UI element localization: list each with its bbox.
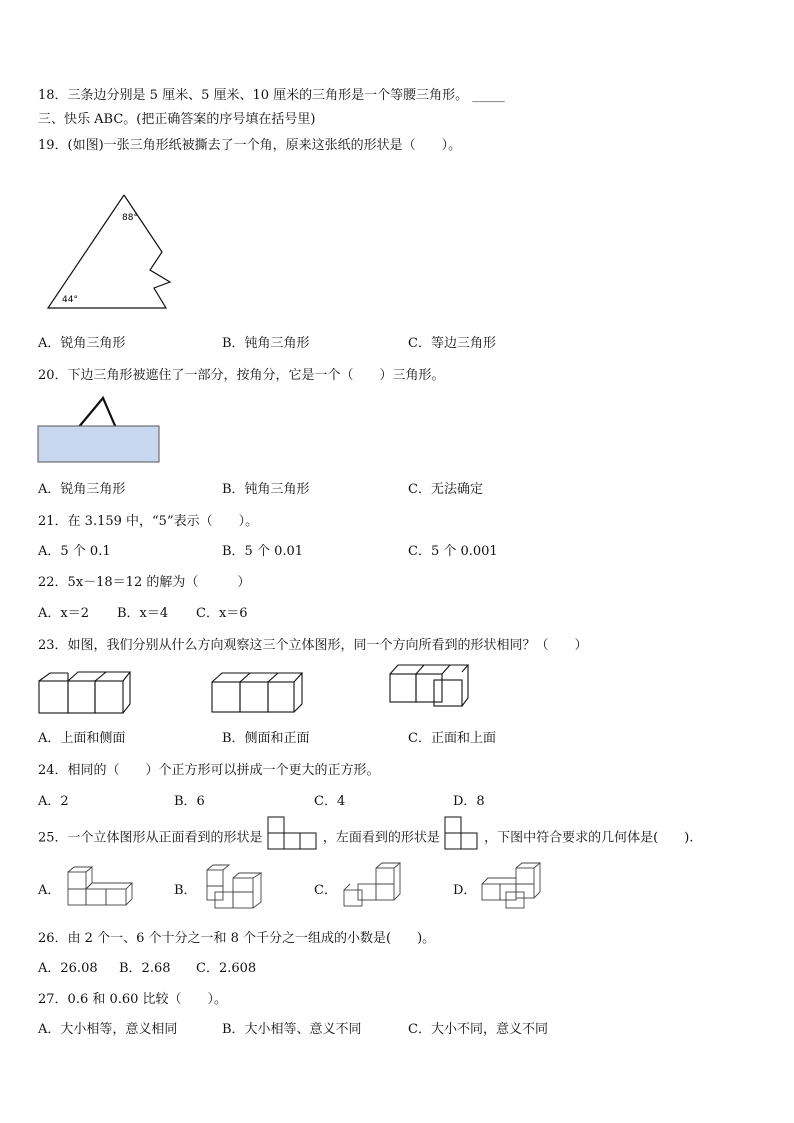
q19-option-b[interactable]: B．钝角三角形 — [222, 336, 310, 351]
covered-triangle-figure — [36, 392, 162, 464]
q22-option-a[interactable]: A．x＝2 — [38, 606, 89, 621]
q25-option-b-label[interactable]: B． — [174, 883, 197, 898]
q26-option-b[interactable]: B．2.68 — [119, 961, 171, 976]
question-25 — [38, 826, 693, 850]
question-24-text: 24．相同的（ ）个正方形可以拼成一个更大的正方形。 — [38, 763, 380, 778]
q21-option-b[interactable]: B．5 个 0.01 — [222, 544, 304, 559]
q19-option-c[interactable]: C．等边三角形 — [408, 336, 496, 351]
question-27-text: 27．0.6 和 0.60 比较（ ）。 — [38, 992, 228, 1007]
question-20-text: 20．下边三角形被遮住了一部分，按角分，它是一个（ ）三角形。 — [38, 368, 445, 383]
solid-figure-3 — [388, 662, 483, 710]
q26-option-a[interactable]: A．26.08 — [38, 961, 98, 976]
question-23-text: 23．如图，我们分别从什么方向观察这三个立体图形，同一个方向所看到的形状相同？（ ） — [38, 638, 588, 653]
question-25-text-b: ，左面看到的形状是 — [322, 830, 440, 846]
solid-figure-1 — [38, 668, 133, 716]
q25-option-c-figure[interactable] — [342, 862, 402, 908]
question-18 — [38, 84, 505, 103]
question-21-text: 21．在 3.159 中，“5”表示（ ）。 — [38, 514, 259, 529]
q24-option-c[interactable]: C．4 — [314, 794, 346, 809]
cover-rectangle — [38, 426, 159, 462]
solid-figure-2 — [210, 668, 305, 716]
q21-option-c[interactable]: C．5 个 0.001 — [408, 544, 498, 559]
answer-blank[interactable]: _____ — [472, 88, 505, 103]
q19-option-a[interactable]: A．锐角三角形 — [38, 336, 126, 351]
q22-option-b[interactable]: B．x＝4 — [117, 606, 169, 621]
angle-label-top: 88° — [122, 213, 138, 223]
q26-option-c[interactable]: C．2.608 — [196, 961, 257, 976]
q25-option-a-label[interactable]: A． — [38, 883, 61, 898]
q27-option-a[interactable]: A．大小相等，意义相同 — [38, 1022, 178, 1037]
q25-option-a-figure[interactable] — [66, 866, 132, 908]
question-22-text: 22．5x－18＝12 的解为（ ） — [38, 575, 251, 590]
q20-option-b[interactable]: B．钝角三角形 — [222, 482, 310, 497]
q25-option-b-figure[interactable] — [203, 864, 269, 910]
torn-triangle-figure — [40, 190, 180, 315]
q25-option-c-label[interactable]: C． — [314, 883, 337, 898]
q23-option-a[interactable]: A．上面和侧面 — [38, 731, 126, 746]
q20-option-a[interactable]: A．锐角三角形 — [38, 482, 126, 497]
q20-option-c[interactable]: C．无法确定 — [408, 482, 483, 497]
question-18-text: 18．三条边分别是 5 厘米、5 厘米、10 厘米的三角形是一个等腰三角形。 — [38, 88, 469, 103]
q27-option-b[interactable]: B．大小相等、意义不同 — [222, 1022, 362, 1037]
q21-option-a[interactable]: A．5 个 0.1 — [38, 544, 111, 559]
q24-option-a[interactable]: A．2 — [38, 794, 69, 809]
section-heading: 三、快乐 ABC。(把正确答案的序号填在括号里) — [38, 112, 316, 127]
q25-option-d-label[interactable]: D． — [453, 883, 477, 898]
q23-option-c[interactable]: C．正面和上面 — [408, 731, 496, 746]
front-view-figure — [267, 816, 319, 850]
left-view-figure — [444, 816, 480, 850]
q22-option-c[interactable]: C．x＝6 — [196, 606, 248, 621]
question-26-text: 26．由 2 个一、6 个十分之一和 8 个千分之一组成的小数是( )。 — [38, 931, 436, 946]
q23-option-b[interactable]: B．侧面和正面 — [222, 731, 310, 746]
question-25-text-c: ，下图中符合要求的几何体是( ). — [484, 830, 694, 846]
question-19-text: 19．(如图)一张三角形纸被撕去了一个角，原来这张纸的形状是（ ）。 — [38, 138, 462, 153]
q25-option-d-figure[interactable] — [480, 862, 542, 910]
q24-option-d[interactable]: D．8 — [453, 794, 485, 809]
question-25-text-a: 25．一个立体图形从正面看到的形状是 — [38, 830, 263, 846]
q24-option-b[interactable]: B．6 — [174, 794, 205, 809]
q27-option-c[interactable]: C．大小不同，意义不同 — [408, 1022, 548, 1037]
angle-label-bottom: 44° — [62, 295, 78, 305]
